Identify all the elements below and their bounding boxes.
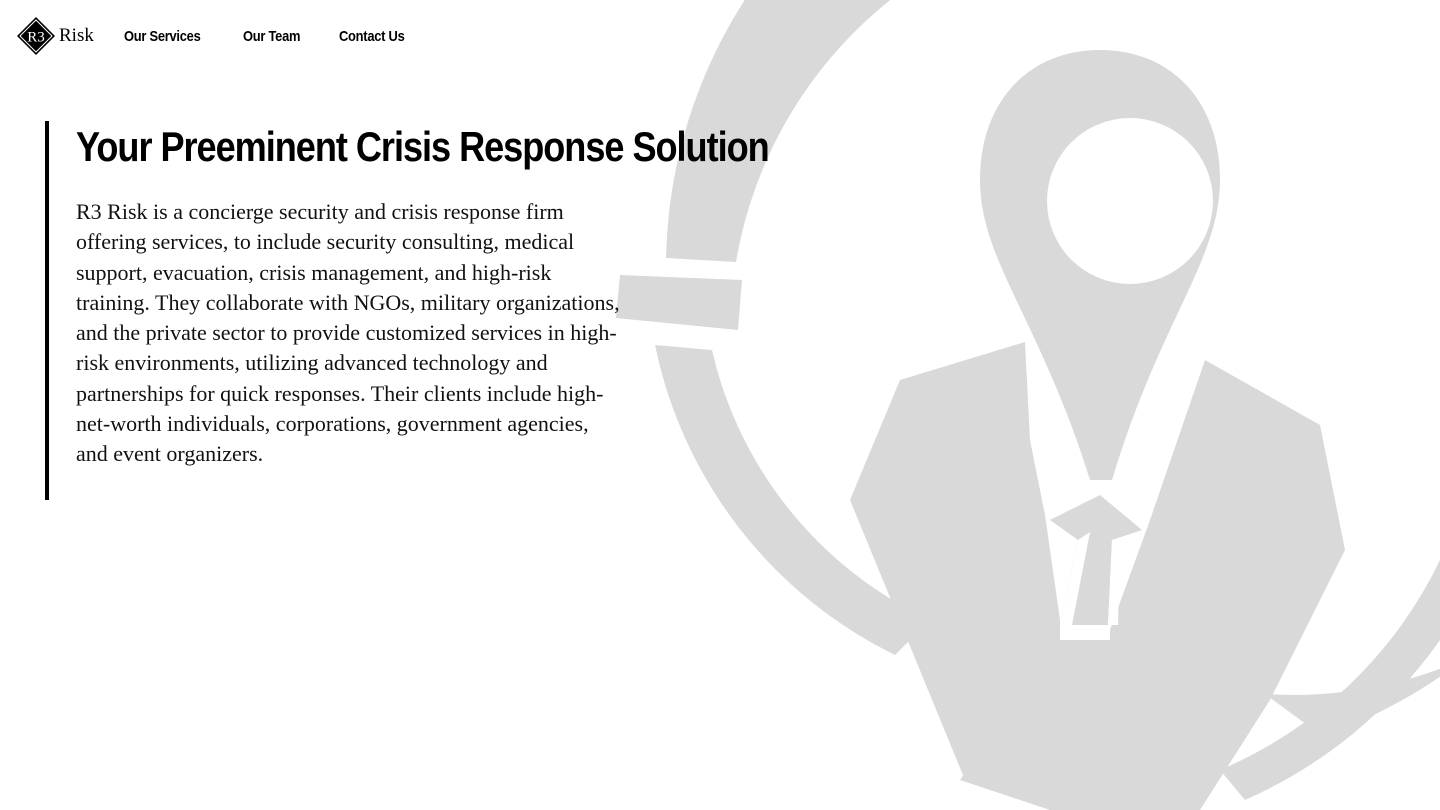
- hero-section: [45, 121, 881, 500]
- top-navigation: [16, 14, 446, 58]
- nav-link-our-services[interactable]: Our Services: [123, 27, 201, 45]
- nav-link-contact-us[interactable]: Contact Us: [339, 27, 405, 45]
- brand-logo-link[interactable]: [16, 16, 94, 56]
- brand-name: Risk: [59, 25, 94, 46]
- brand-logo-text: R3: [27, 29, 45, 46]
- hero-description: R3 Risk is a concierge security and crisis response firm offering services, to include security consulting, medical support, evacuation, crisis management, and high-risk training. They collaborate with NGOs, military organizations, and the private sector to provide customized services in high-risk environments, utilizing advanced technology and partnerships for quick responses. Their clients include high-net-worth individuals, corporations, government agencies, and event organizers.: [76, 199, 620, 467]
- r3-diamond-logo-icon: [16, 16, 56, 56]
- nav-link-our-team[interactable]: Our Team: [242, 27, 301, 45]
- hero-title: Your Preeminent Crisis Response Solution: [76, 123, 769, 170]
